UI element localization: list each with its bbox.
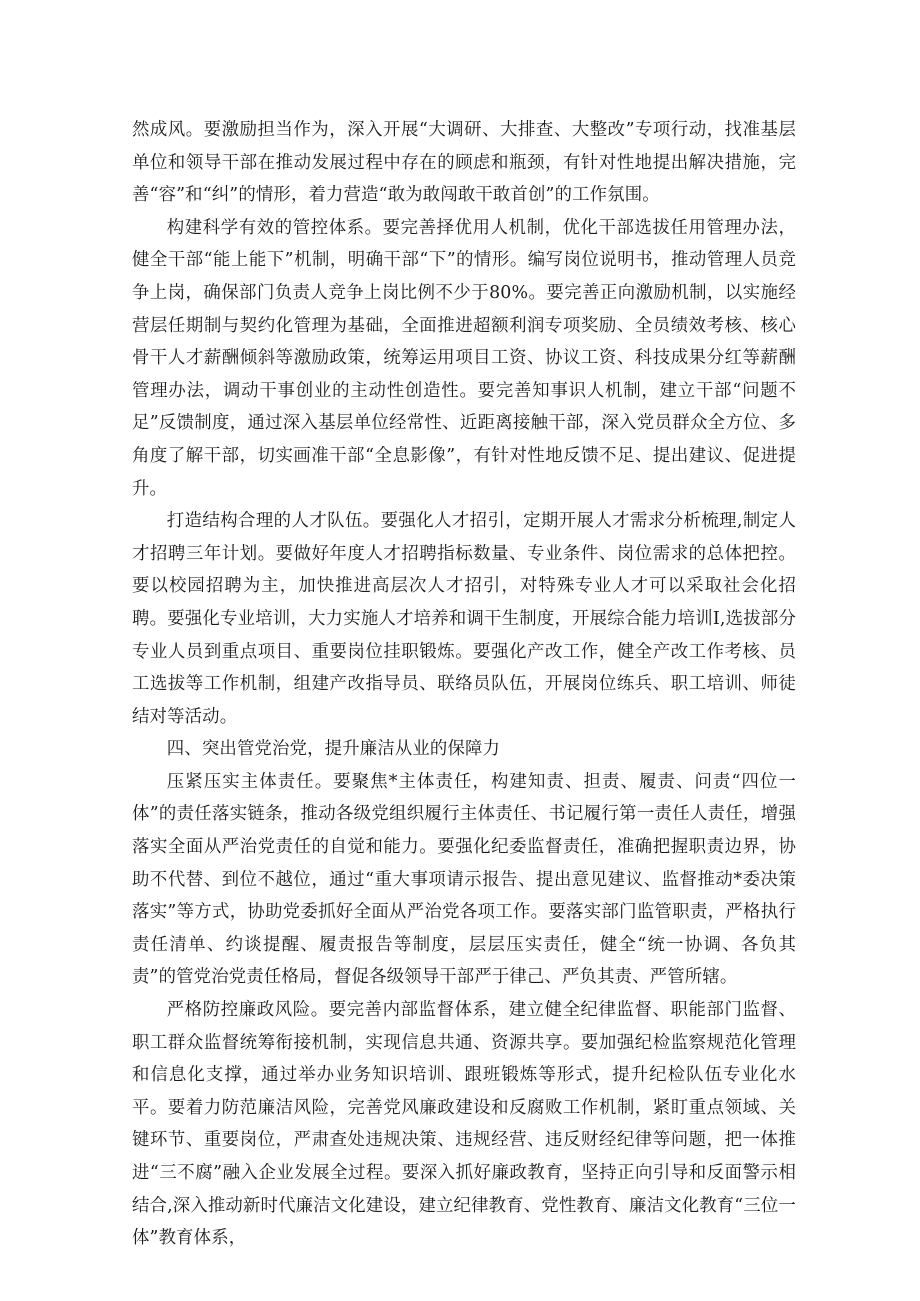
paragraph-integrity-risk: 严格防控廉政风险。要完善内部监督体系，建立健全纪律监督、职能部门监督、职工群众监督统筹衔接机制，实现信息共通、资源共享。要加强纪检监察规范化管理和信息化支撑，通过举办业务知识培训、跟班锻炼等形式，提升纪检队伍专业化水平。要着力防范廉洁风险，完善党风廉政建设和反腐败工作机制，紧盯重点领域、关键环节、重要岗位，严肃查处违规决策、违规经营、违反财经纪律等问题，把一体推进“三不腐”融入企业发展全过程。要深入抓好廉政教育，坚持正向引导和反面警示相结合,深入推动新时代廉洁文化建设，建立纪律教育、党性教育、廉洁文化教育“三位一体”教育体系， bbox=[132, 1000, 796, 1249]
paragraph-management-system: 构建科学有效的管控体系。要完善择优用人机制，优化干部选拔任用管理办法，健全干部“能上能下”机制，明确干部“下”的情形。编写岗位说明书，推动管理人员竞争上岗，确保部门负责人竞争上岗比例不少于80%。要完善正向激励机制，以实施经营层任期制与契约化管理为基础，全面推进超额利润专项奖励、全员绩效考核、核心骨干人才薪酬倾斜等激励政策，统筹运用项目工资、协议工资、科技成果分红等薪酬管理办法，调动干事创业的主动性创造性。要完善知事识人机制，建立干部“问题不足”反馈制度，通过深入基层单位经常性、近距离接触干部，深入党员群众全方位、多角度了解干部，切实画准干部“全息影像”，有针对性地反馈不足、提出建议、促进提升。 bbox=[132, 217, 796, 499]
paragraph-continued: 然成风。要激励担当作为，深入开展“大调研、大排查、大整改”专项行动，找准基层单位和领导干部在推动发展过程中存在的顾虑和瓶颈，有针对性地提出解决措施，完善“容”和“纠”的情形，着力营造“敢为敢闯敢干敢首创”的工作氛围。 bbox=[132, 120, 796, 206]
paragraph-main-responsibility: 压紧压实主体责任。要聚焦*主体责任，构建知责、担责、履责、问责“四位一体”的责任落实链条，推动各级党组织履行主体责任、书记履行第一责任人责任，增强落实全面从严治党责任的自觉和能力。要强化纪委监督责任，准确把握职责边界，协助不代替、到位不越位，通过“重大事项请示报告、提出意见建议、监督推动*委决策落实”等方式，协助党委抓好全面从严治党各项工作。要落实部门监管职责，严格执行责任清单、约谈提醒、履责报告等制度，层层压实责任，健全“统一协调、各负其责”的管党治党责任格局，督促各级领导干部严于律己、严负其责、严管所辖。 bbox=[132, 771, 796, 988]
section-heading: 四、突出管党治党，提升廉洁从业的保障力 bbox=[166, 739, 501, 760]
paragraph-talent-team: 打造结构合理的人才队伍。要强化人才招引，定期开展人才需求分析梳理,制定人才招聘三年计划。要做好年度人才招聘指标数量、专业条件、岗位需求的总体把控。要以校园招聘为主，加快推进高层次人才招引，对特殊专业人才可以采取社会化招聘。要强化专业培训，大力实施人才培养和调干生制度，开展综合能力培训I,选拔部分专业人员到重点项目、重要岗位挂职锻炼。要强化产改工作，健全产改工作考核、员工选拔等工作机制，组建产改指导员、联络员队伍，开展岗位练兵、职工培训、师徒结对等活动。 bbox=[132, 511, 796, 727]
document-body bbox=[132, 114, 796, 1255]
